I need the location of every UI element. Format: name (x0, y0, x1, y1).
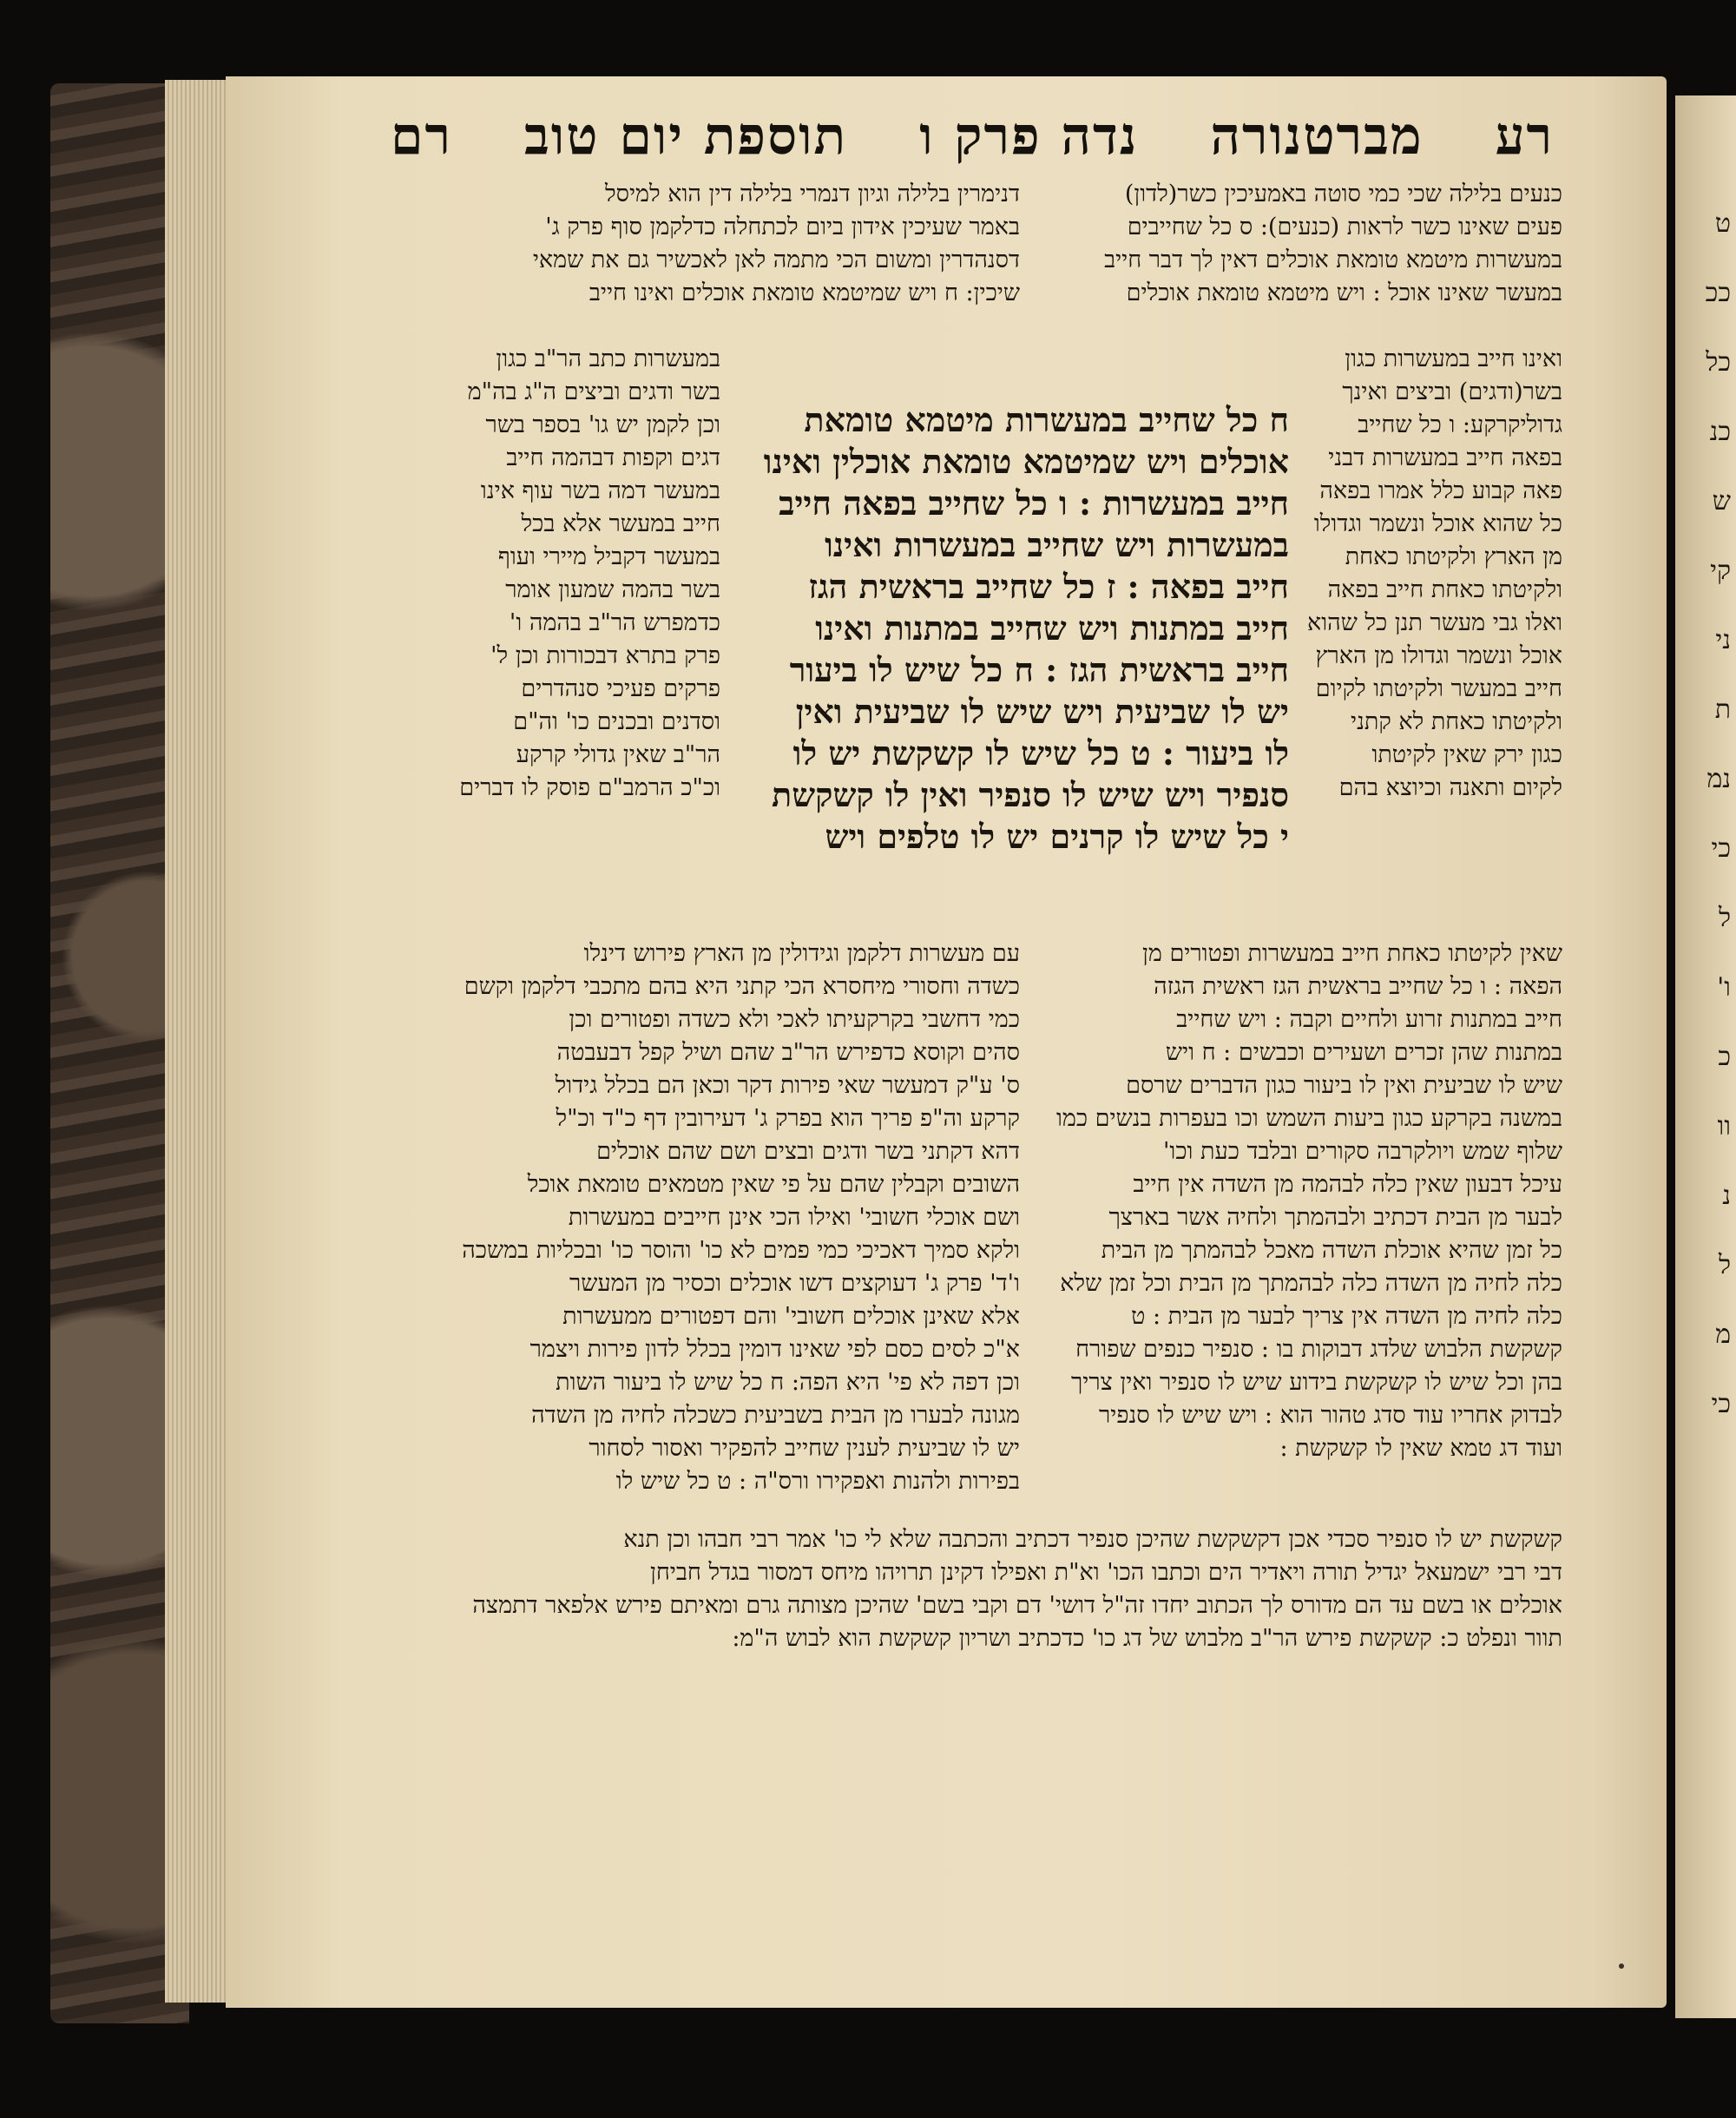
facing-page-fragment: נמ (1706, 764, 1731, 794)
text-line: ועוד דג טמא שאין לו קשקשת : (1279, 1435, 1562, 1462)
text-line: וכן דפה לא פי' היא הפה: ח כל שיש לו ביעור השות (556, 1369, 1020, 1396)
folio-number-left: רם (391, 106, 452, 167)
text-line: שיש לו שביעית ואין לו ביעור כגון הדברים שרסם (1126, 1072, 1562, 1099)
text-line: דנימרין בלילה וגיון דנמרי בלילה דין הוא למיסל (604, 181, 1020, 207)
text-line: יש לו שביעית ויש שיש לו שביעית ואין (795, 692, 1289, 731)
text-line: עיכל דבעון שאין כלה לבהמה מן השדה אין חייב (1133, 1171, 1562, 1198)
text-line: ח כל שחייב במעשרות מיטמא טומאת (804, 400, 1289, 439)
mishnah-text (729, 399, 1289, 911)
facing-page-fragment: ט (1714, 208, 1731, 239)
text-line: חייב במתנות זרוע ולחיים וקבה : ויש שחייב (1176, 1006, 1562, 1033)
text-line: אלא שאינן אוכלים חשובי' והם דפטורים ממעשרות (562, 1303, 1020, 1330)
text-line: דסנהדרין ומשום הכי מתמה לאן לאכשיר גם את שמאי (532, 247, 1020, 273)
facing-page-fragment: ל (1718, 1250, 1731, 1280)
facing-page-fragment: וו (1717, 1111, 1731, 1141)
folio-number: רע (1495, 106, 1554, 167)
text-line: פעים שאינו כשר לראות (כנעים): ס כל שחייבים (1127, 214, 1562, 240)
text-line: אוכל ונשמר וגדולו מן הארץ (1315, 642, 1562, 669)
text-line: שאין לקיטתו כאחת חייב במעשרות ופטורים מן (1141, 940, 1562, 967)
text-line: חייב במעשר אלא בכל (521, 510, 720, 537)
facing-page-fragment: ני (1715, 625, 1731, 655)
text-line: לבדוק אחריו עוד סדג טהור הוא : ויש שיש לו סנפיר (1098, 1402, 1562, 1429)
text-line: חייב בראשית הגז : ח כל שיש לו ביעור (789, 650, 1289, 689)
text-line: במעשר דמה בשר עוף אינו (480, 477, 720, 504)
text-line: יש לו שביעית לענין שחייב להפקיר ואסור לסחור (589, 1435, 1020, 1462)
text-line: במעשרות מיטמא טומאת אוכלים דאין לך דבר חייב (1104, 247, 1562, 273)
text-line: השובים וקבלין שהם על פי שאין מטמאים טומאת אוכל (527, 1171, 1020, 1198)
text-line: י כל שיש לו קרנים יש לו טלפים ויש (825, 817, 1289, 856)
text-line: גדוליקרקע: ו כל שחייב (1358, 411, 1562, 438)
text-line: במתנות שהן זכרים ושעירים וכבשים : ח ויש (1165, 1039, 1562, 1066)
text-line: בשר ודגים וביצים ה"ג בה"מ (467, 378, 720, 405)
text-line: דהא דקתני בשר ודגים ובצים ושם שהם אוכלים (596, 1138, 1020, 1165)
page-edges (165, 80, 234, 2003)
facing-page-fragment: כ (1718, 1042, 1731, 1072)
text-line: כל שהוא אוכל ונשמר וגדולו (1313, 510, 1562, 537)
text-line: בהן וכל שיש לו קשקשת בידוע שיש לו סנפיר ואין צריך (1071, 1369, 1562, 1396)
facing-page-fragment: כי (1711, 833, 1731, 864)
text-line: פרקים פעיכי סנהדרים (521, 675, 720, 702)
text-line: ושם אוכלי חשובי' ואילו הכי אינן חייבים במעשרות (568, 1204, 1020, 1231)
text-line: חייב במתנות ויש שחייב במתנות ואינו (815, 608, 1289, 648)
commentary-left-top-narrow (382, 343, 720, 942)
text-line: ולקיטתו כאחת לא קתני (1351, 708, 1562, 735)
text-line: ולקא סמיך דאכיכי כמי פמים לא כו' והוסר כו' ובכליות במשכה (462, 1237, 1020, 1264)
text-line: במעשרות ויש שחייב במעשרות ואינו (825, 525, 1289, 564)
text-line: ואלו גבי מעשר תנן כל שהוא (1307, 609, 1562, 636)
commentary-left-top (382, 178, 1020, 343)
text-line: ואינו חייב במעשרות כגון (1345, 345, 1562, 372)
text-line: ולקיטתו כאחת חייב בפאה (1327, 576, 1562, 603)
facing-page-fragment: ל (1718, 903, 1731, 933)
facing-page-fragment: נ (1722, 1181, 1731, 1211)
text-line: בפאה חייב במעשרות דבני (1328, 444, 1562, 471)
text-line: עם מעשרות דלקמן וגידולין מן הארץ פירוש דינלו (583, 940, 1020, 967)
text-line: כגון ירק שאין לקיטתו (1371, 741, 1562, 768)
text-line: וכן לקמן יש גו' בספר בשר (485, 411, 720, 438)
text-line: כנעים בלילה שכי כמי סוטה באמעיכין כשר(לדון) (1124, 181, 1562, 207)
commentary-right-top-narrow (1293, 343, 1562, 942)
text-line: במעשרות כתב הר"ב כגון (496, 345, 720, 372)
text-line: כמי דחשבי בקרקעיתו לאכי ולא כשדה ופטורים וכן (569, 1006, 1020, 1033)
text-line: סנפיר ויש שיש לו סנפיר ואין לו קשקשת (772, 775, 1289, 814)
facing-page-fragment: ו' (1717, 972, 1731, 1003)
text-line: מגונה לבערו מן הבית בשביעית כשכלה לחיה מן השדה (531, 1402, 1020, 1429)
facing-page-fragment: כל (1706, 347, 1731, 378)
text-line: מן הארץ ולקיטתו כאחת (1345, 543, 1562, 570)
text-line: דגים וקפות דבהמה חייב (506, 444, 720, 471)
facing-page-fragment: ככ (1705, 278, 1731, 308)
commentary-left-bottom (382, 937, 1020, 1519)
text-line: לו ביעור : ט כל שיש לו קשקשת יש לו (792, 733, 1289, 773)
text-line: שיכין: ח ויש שמיטמא טומאת אוכלים ואינו חייב (589, 280, 1020, 306)
text-line: שלוף שמש ויולקרבה סקורים ובלבד כעת וכו' (1163, 1138, 1562, 1165)
text-line: קשקשת הלבוש שלדג דבוקות בו : סנפיר כנפים שפורח (1075, 1336, 1562, 1363)
text-line: סהים וקוסא כדפירש הר"ב שהם ושיל קפל דבעבטה (556, 1039, 1020, 1066)
text-line: בפירות ולהנות ואפקירו ורס"ה : ט כל שיש לו (615, 1468, 1020, 1495)
text-line: כלה לחיה מן השדה כלה לבהמתך מן הבית וכל זמן שלא (1060, 1270, 1562, 1297)
text-line: במעשר דקביל מיירי ועוף (497, 543, 720, 570)
facing-page-fragment: ש (1712, 486, 1731, 516)
text-line: במעשר שאינו אוכל : ויש מיטמא טומאת אוכלים (1126, 280, 1562, 306)
text-line: הפאה : ו כל שחייב בראשית הגז ראשית הגזה (1154, 973, 1562, 1000)
text-line: וכ"כ הרמב"ם פוסק לו דברים (459, 774, 720, 801)
commentary-title: מברטנורה (1210, 106, 1424, 167)
text-line: וסדנים ובכנים כו' וה"ם (513, 708, 720, 735)
text-line: פאה קבוע כלל אמרו בפאה (1319, 477, 1562, 504)
text-line: ס' ע"ק דמעשר שאי פירות דקר וכאן הם בכלל גידול (555, 1072, 1020, 1099)
text-line: תוור ונפלט כ: קשקשת פירש הר"ב מלבוש של דג כו' כדכתיב ושריון קשקשת הוא לבוש ה"מ: (732, 1625, 1562, 1652)
tractate-chapter: נדה פרק ו (919, 106, 1139, 167)
text-line: אוכלים או בשם עד הם מדורס לך הכתוב יחדו זה"ל דושי' דם וקבי בשם' שהיכן מצותה גרם ומאיתם פירש אלפאר דתמצה (472, 1592, 1562, 1619)
facing-page-strip (1675, 95, 1736, 2018)
facing-page-fragment: ת (1714, 694, 1731, 725)
facing-page-fragment: קי (1710, 556, 1731, 586)
text-line: לקיום ותאנה וכיוצא בהם (1338, 774, 1562, 801)
text-line: בשר בהמה שמעון אומר (505, 576, 720, 603)
facing-page-fragment: מ (1715, 1319, 1731, 1350)
tosafot-title: תוספת יום טוב (524, 106, 848, 167)
facing-page-fragment: כנ (1709, 417, 1731, 447)
facing-page-fragment: כי (1711, 1389, 1731, 1419)
text-line: א"כ לסים כסם לפי שאינו דומין בכלל לדון פירות ויצמר (529, 1336, 1020, 1363)
text-line: חייב במעשר ולקיטתו לקיום (1315, 675, 1562, 702)
commentary-bottom-full (382, 1523, 1562, 1662)
text-line: כל זמן שהיא אוכלת השדה מאכל לבהמתך מן הבית (1101, 1237, 1562, 1264)
text-line: חייב בפאה : ז כל שחייב בראשית הגז (808, 567, 1289, 606)
text-line: כשדה וחסורי מיחסרא הכי קתני היא בהם מתכבי דלקמן וקשם (464, 973, 1020, 1000)
text-line: דבי רבי ישמעאל יגדיל תורה ויאדיר הים וכתבו הכו' וא"ת ואפילו דקינן תרויהו מיחס דמסור בגדל חביחן (649, 1559, 1562, 1586)
text-line: ו'ד' פרק ג' דעוקצים דשו אוכלים וכסיר מן המעשר (569, 1270, 1020, 1297)
page-blemish (1619, 1963, 1624, 1969)
text-line: במשנה בקרקע כגון ביעות השמש וכו בעפרות בנשים כמו (1055, 1105, 1562, 1132)
text-line: באמר שעיכין אידון ביום לכתחלה כדלקמן סוף פרק ג' (545, 214, 1020, 240)
text-line: כדמפרש הר"ב בהמה ו' (509, 609, 720, 636)
text-line: קשקשת יש לו סנפיר סכדי אכן דקשקשת שהיכן סנפיר דכתיב והכתבה שלא לי כו' אמר רבי חבהו וכן תנא (623, 1526, 1562, 1553)
text-line: בשר(ודגים) וביצים ואינך (1342, 378, 1562, 405)
text-line: פרק בתרא דבכורות וכן ל' (490, 642, 720, 669)
running-head (391, 102, 1554, 171)
text-line: לבער מן הבית דכתיב ולבהמתך ולחיה אשר בארצך (1108, 1204, 1562, 1231)
text-line: אוכלים ויש שמיטמא טומאת אוכלין ואינו (763, 442, 1289, 481)
text-line: קרקע וה"פ פריך הוא בפרק ג' דעירובין דף כ"ד וכ"ל (556, 1105, 1020, 1132)
text-line: חייב במעשרות : ו כל שחייב בפאה חייב (779, 483, 1289, 523)
text-line: הר"ב שאין גדולי קרקע (516, 741, 720, 768)
commentary-right-bottom (1033, 937, 1562, 1489)
text-line: כלה לחיה מן השדה אין צריך לבער מן הבית : ט (1131, 1303, 1562, 1330)
